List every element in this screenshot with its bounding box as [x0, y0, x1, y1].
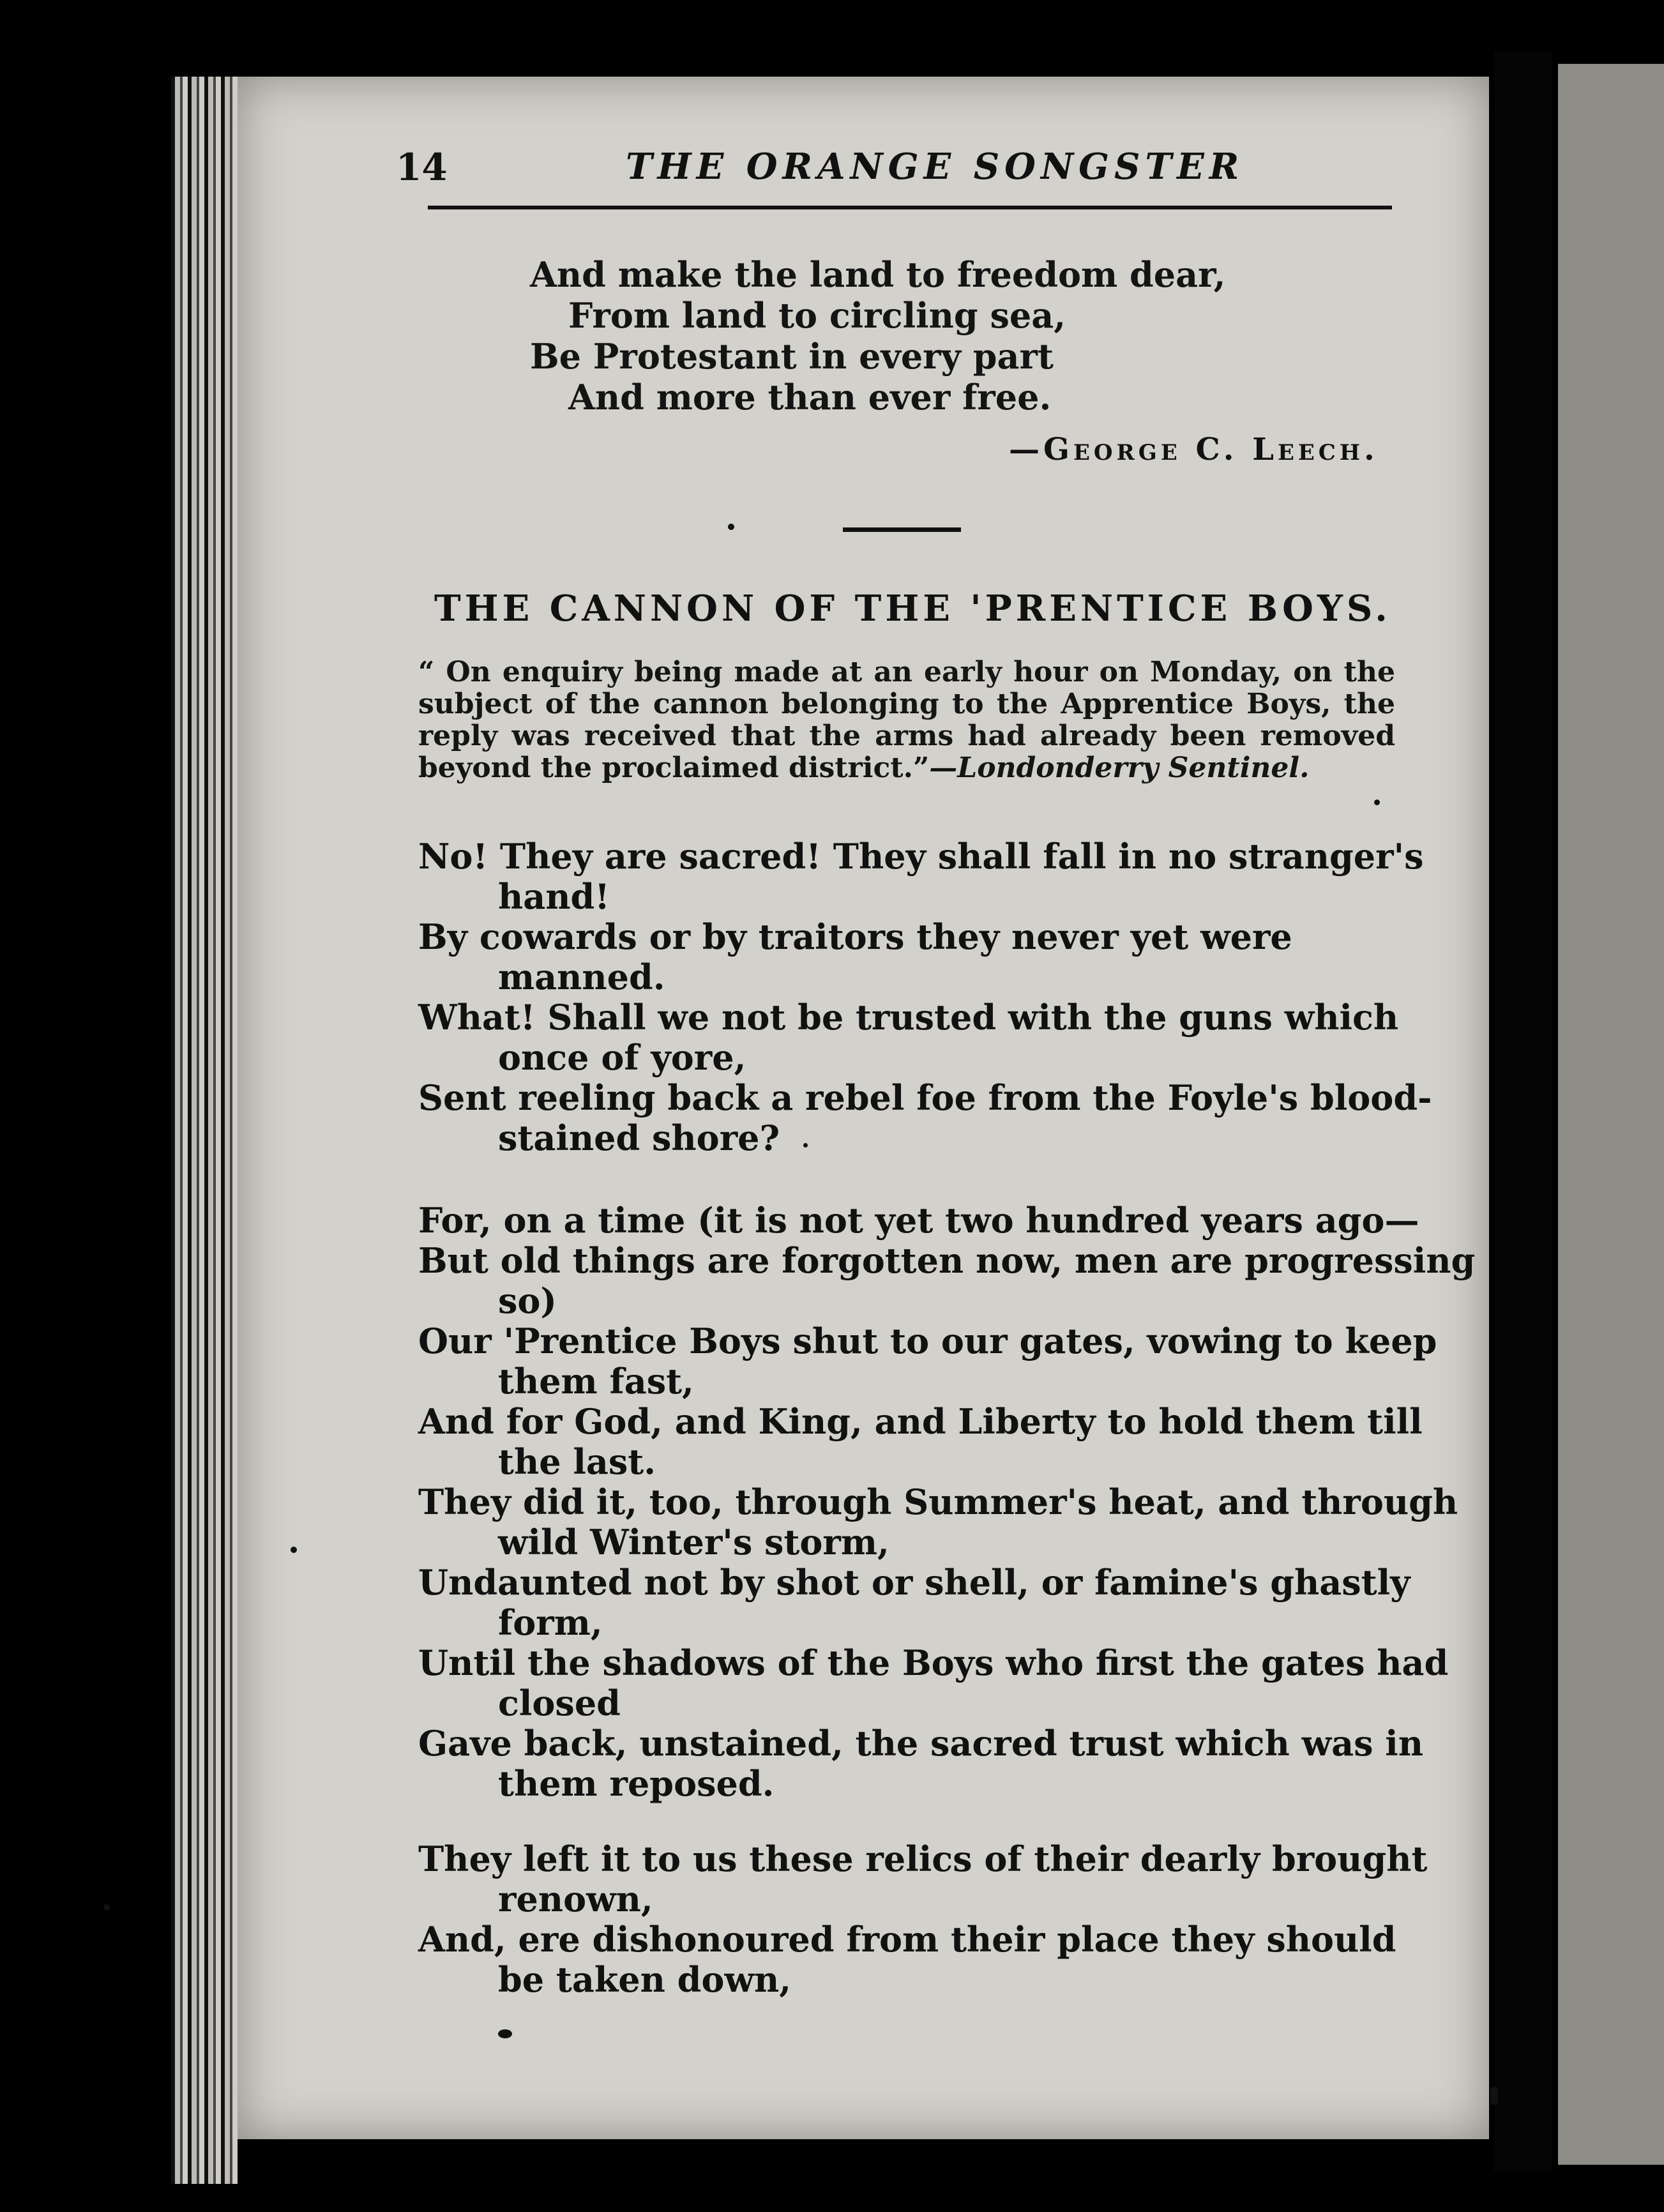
poem-line-continuation: be taken down, — [498, 1959, 791, 2000]
poem-line: No! They are sacred! They shall fall in no stranger's — [418, 836, 1424, 877]
poem-line-continuation: renown, — [498, 1879, 653, 1920]
verse-line: And more than ever free. — [568, 377, 1052, 418]
poem-line: Our 'Prentice Boys shut to our gates, vowing to keep — [418, 1321, 1437, 1361]
poem-line: By cowards or by traitors they never yet were — [418, 916, 1292, 957]
poem-line-continuation: them fast, — [498, 1361, 694, 1402]
poem-line-continuation: form, — [498, 1602, 603, 1643]
poem-line: Until the shadows of the Boys who first the gates had — [418, 1642, 1449, 1683]
poem-line-continuation: wild Winter's storm, — [498, 1522, 889, 1563]
poem-line-continuation: the last. — [498, 1441, 656, 1482]
ink-speck — [498, 2029, 512, 2038]
ink-speck — [103, 1904, 110, 1911]
poem-line: They did it, too, through Summer's heat, and through — [418, 1481, 1458, 1522]
ink-speck — [1374, 799, 1380, 805]
poem-line: They left it to us these relics of their dearly brought — [418, 1838, 1428, 1879]
poem-attribution: —George C. Leech. — [1009, 432, 1379, 467]
section-divider — [843, 527, 961, 532]
book-gutter — [1494, 51, 1552, 2171]
poem-line-continuation: them reposed. — [498, 1763, 775, 1804]
poem-line: Undaunted not by shot or shell, or famine's ghastly — [418, 1562, 1411, 1603]
poem-line: For, on a time (it is not yet two hundred years ago— — [418, 1200, 1419, 1241]
epigraph-source: —Londonderry Sentinel. — [929, 752, 1310, 784]
poem-line: What! Shall we not be trusted with the guns which — [418, 997, 1399, 1038]
stanza-3 — [418, 1838, 1428, 2000]
stanza-2 — [418, 1200, 1476, 1804]
poem-line: And, ere dishonoured from their place they should — [418, 1919, 1396, 1960]
ink-speck — [803, 1143, 808, 1148]
facing-page-edge — [1558, 64, 1664, 2165]
poem-line-continuation: stained shore? — [498, 1117, 780, 1158]
running-title: THE ORANGE SONGSTER — [626, 146, 1244, 188]
verse-line: And make the land to freedom dear, — [530, 254, 1226, 295]
poem-line-continuation: hand! — [498, 876, 610, 917]
poem-line: Sent reeling back a rebel foe from the Foyle's blood- — [418, 1077, 1432, 1118]
verse-line: Be Protestant in every part — [530, 336, 1054, 377]
poem-line-continuation: closed — [498, 1683, 621, 1723]
previous-poem-ending — [530, 254, 1225, 418]
page-stack-edges — [171, 77, 238, 2184]
poem-title: THE CANNON OF THE 'PRENTICE BOYS. — [434, 587, 1391, 630]
ink-speck — [728, 524, 734, 530]
verse-line: From land to circling sea, — [568, 295, 1066, 336]
poem-line-continuation: manned. — [498, 957, 665, 997]
epigraph — [418, 656, 1395, 784]
page-header — [396, 140, 1392, 198]
header-rule — [428, 206, 1392, 209]
stanza-1 — [418, 836, 1432, 1158]
epigraph-text: “ On enquiry being made at an early hour on Monday, on the subject of the cannon belonging to the Apprentice Boys, the reply was received that the arms had already been removed beyond the proclaimed district.” — [418, 656, 1395, 784]
poem-line: Gave back, unstained, the sacred trust which was in — [418, 1723, 1424, 1764]
poem-line: And for God, and King, and Liberty to hold them till — [418, 1401, 1423, 1442]
page-number: 14 — [396, 146, 448, 189]
poem-line-continuation: once of yore, — [498, 1037, 746, 1078]
ink-speck — [291, 1547, 297, 1553]
poem-line: But old things are forgotten now, men are progressing — [418, 1240, 1476, 1281]
poem-line-continuation: so) — [498, 1280, 557, 1321]
ink-speck — [1490, 2087, 1498, 2105]
